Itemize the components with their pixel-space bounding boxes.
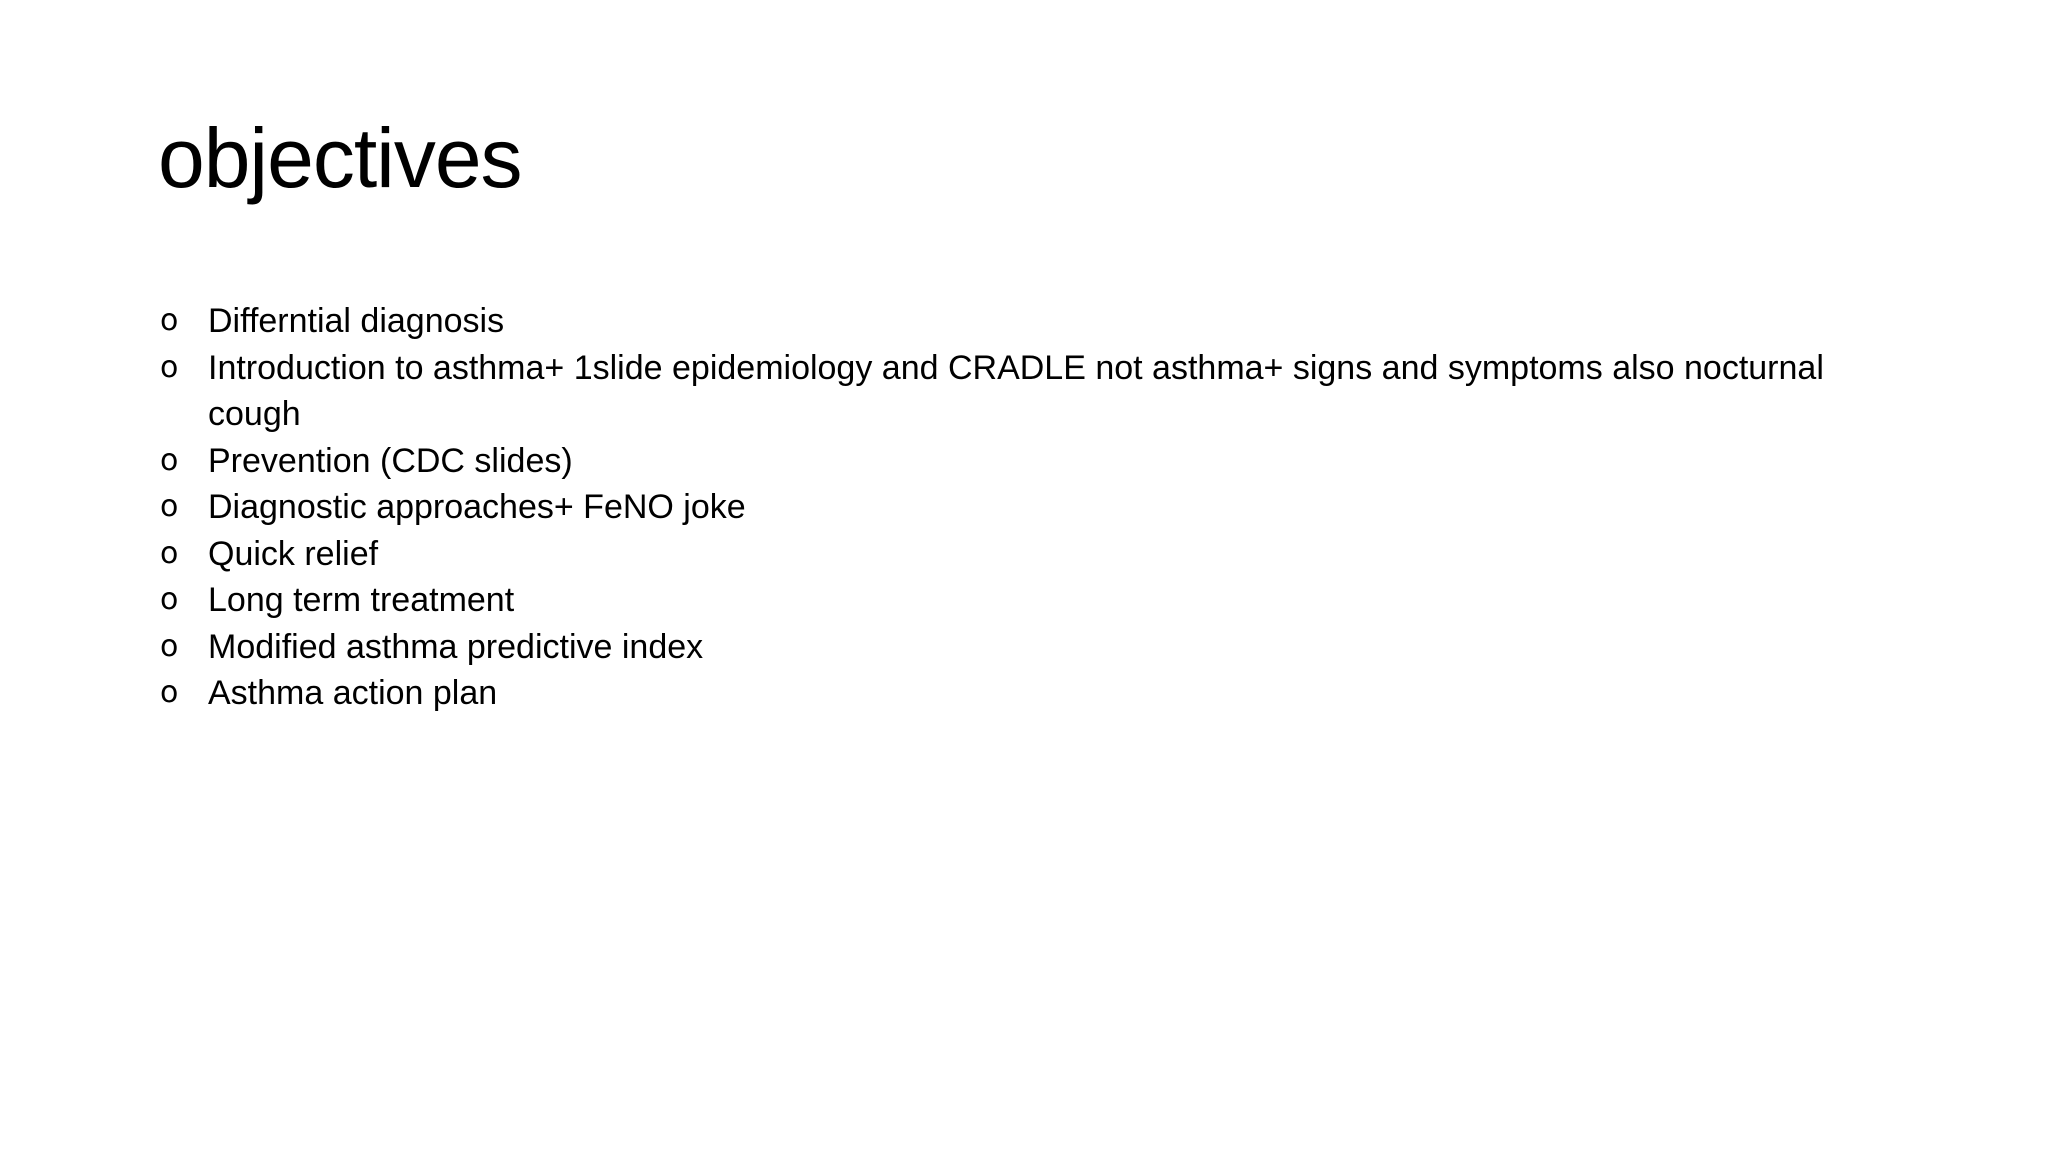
list-item — [158, 438, 1898, 485]
list-item-text: Diagnostic approaches+ FeNO joke — [208, 488, 746, 526]
bullet-marker: o — [160, 582, 179, 617]
objectives-list — [158, 298, 1898, 717]
bullet-marker: o — [160, 442, 179, 478]
list-item — [158, 345, 1898, 438]
list-item — [158, 670, 1898, 717]
list-item-text: Quick relief — [208, 534, 379, 573]
list-item-text: Introduction to asthma+ 1slide epidemiology and CRADLE not asthma+ signs and symptoms also nocturnal cough — [208, 348, 1824, 433]
slide-title: objectives — [158, 111, 522, 205]
bullet-marker: o — [160, 489, 179, 524]
bullet-marker: o — [160, 535, 179, 571]
list-item — [158, 624, 1898, 671]
list-item-text: Prevention (CDC slides) — [208, 441, 573, 480]
bullet-marker: o — [160, 349, 179, 385]
list-item-text: Asthma action plan — [208, 674, 498, 712]
list-item-text: Differntial diagnosis — [208, 302, 505, 340]
bullet-marker: o — [160, 675, 179, 710]
bullet-marker: o — [160, 303, 179, 338]
list-item — [158, 484, 1898, 531]
list-item — [158, 531, 1898, 578]
list-item — [158, 298, 1898, 345]
list-item-text: Modified asthma predictive index — [208, 627, 704, 666]
bullet-marker: o — [160, 628, 179, 664]
list-item-text: Long term treatment — [208, 581, 515, 619]
list-item — [158, 577, 1898, 624]
